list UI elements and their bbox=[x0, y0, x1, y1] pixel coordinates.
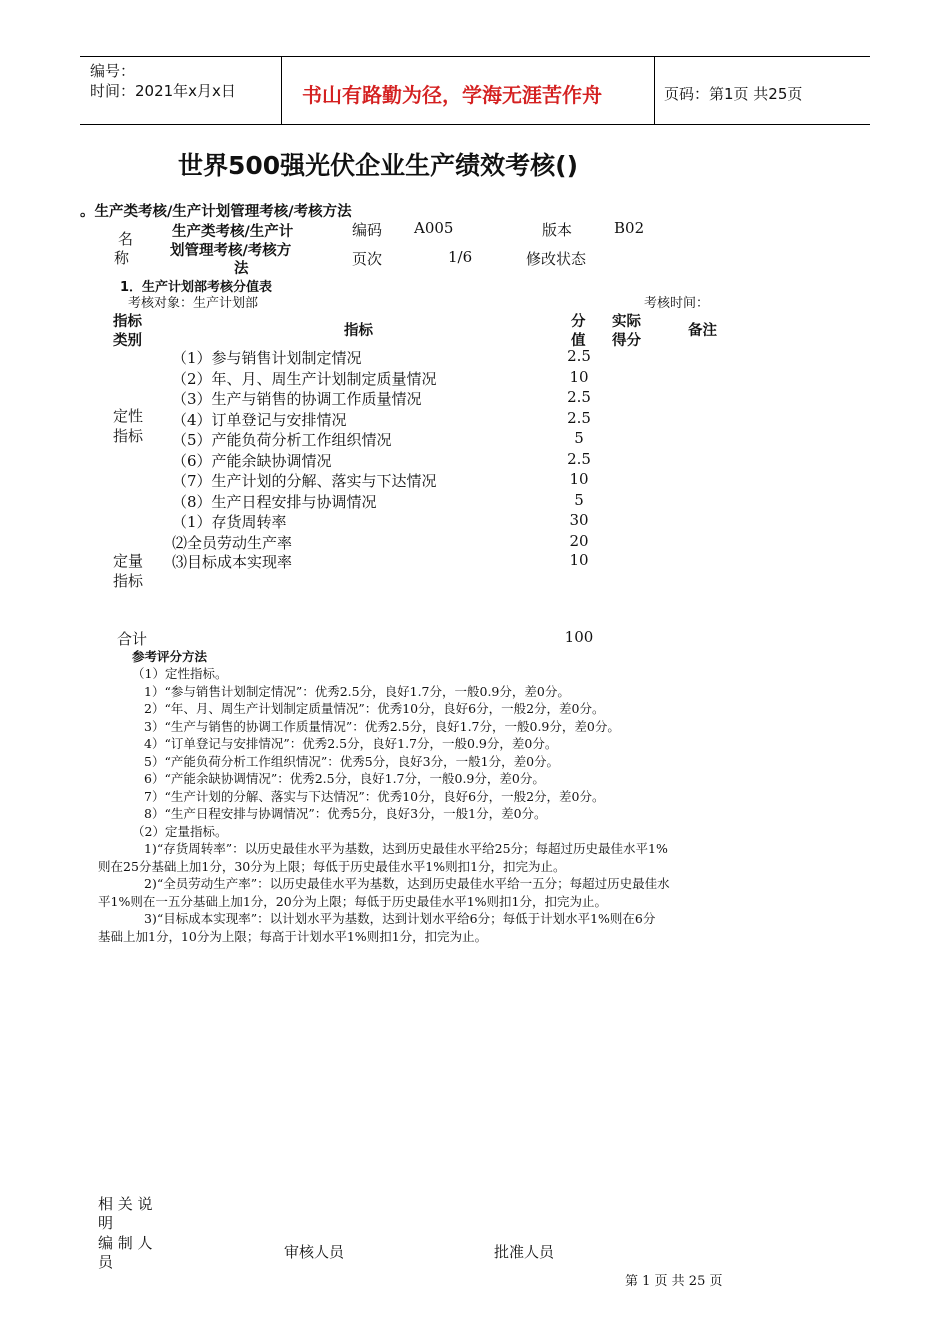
header-actual-line1: 实际 bbox=[612, 314, 641, 330]
total-label: 合计 bbox=[117, 630, 148, 648]
quant-item-1: 1)“存货周转率”：以历史最佳水平为基数，达到历史最佳水平给25分；每超过历史最佳水平1% bbox=[144, 841, 668, 856]
header-page-code: 页码：第1页 共25页 bbox=[664, 85, 803, 103]
code-value: A005 bbox=[414, 219, 454, 237]
name-value-line3: 法 bbox=[234, 261, 249, 277]
target-label: 考核对象：生产计划部 bbox=[128, 296, 259, 311]
table-row: （8）生产日程安排与协调情况 bbox=[172, 493, 377, 511]
time-check-label: 考核时间： bbox=[644, 296, 710, 311]
name-label-line2: 称 bbox=[114, 249, 130, 267]
table-row-value: 10 bbox=[569, 470, 589, 488]
table-row: ⑵全员劳动生产率 bbox=[172, 534, 293, 552]
header-time-label: 时间：2021年x月x日 bbox=[90, 82, 236, 100]
header-motto: 书山有路勤为径，学海无涯苦作舟 bbox=[302, 83, 602, 107]
qual-item: 1）“参与销售计划制定情况”：优秀2.5分，良好1.7分，一般0.9分，差0分。 bbox=[144, 684, 570, 699]
header-actual-line2: 得分 bbox=[612, 333, 641, 349]
qual-item: 4）“订单登记与安排情况”：优秀2.5分，良好1.7分，一般0.9分，差0分。 bbox=[144, 736, 558, 751]
table-row-value: 5 bbox=[574, 429, 584, 447]
quantitative-label-line1: 定量 bbox=[113, 552, 144, 570]
page-number: 第 1 页 共 25 页 bbox=[625, 1274, 723, 1289]
header-remark: 备注 bbox=[688, 323, 717, 339]
table-row: （2）年、月、周生产计划制定质量情况 bbox=[172, 370, 437, 388]
header-divider-left bbox=[281, 57, 282, 124]
table-row: ⑶目标成本实现率 bbox=[172, 553, 293, 571]
quant-title: （2）定量指标。 bbox=[132, 824, 228, 839]
quant-item-2-cont: 平1%则在一五分基础上加1分，20分为上限；每低于历史最佳水平1%则扣1分，扣完为止。 bbox=[98, 894, 607, 909]
table-row-value: 10 bbox=[569, 551, 589, 569]
header-indicator: 指标 bbox=[344, 323, 373, 339]
breadcrumb: 。生产类考核/生产计划管理考核/考核方法 bbox=[80, 204, 352, 220]
table-row: （1）参与销售计划制定情况 bbox=[172, 349, 362, 367]
qual-item: 5）“产能负荷分析工作组织情况”：优秀5分，良好3分，一般1分，差0分。 bbox=[144, 754, 560, 769]
page-title: 世界500强光伏企业生产绩效考核() bbox=[178, 151, 579, 180]
table-row: （1）存货周转率 bbox=[172, 513, 287, 531]
table-row-value: 2.5 bbox=[567, 388, 591, 406]
page-count-value: 1/6 bbox=[448, 248, 473, 266]
header-number-label: 编号： bbox=[90, 62, 136, 80]
table-row-value: 2.5 bbox=[567, 409, 591, 427]
table-row-value: 10 bbox=[569, 368, 589, 386]
related-notes-label-line2: 明 bbox=[98, 1214, 114, 1232]
quant-item-2: 2)“全员劳动生产率”：以历史最佳水平为基数，达到历史最佳水平给一五分；每超过历史最佳水 bbox=[144, 876, 670, 891]
section-title: 1．生产计划部考核分值表 bbox=[120, 280, 273, 295]
header-bottom-rule bbox=[80, 124, 870, 125]
qual-item: 3）“生产与销售的协调工作质量情况”：优秀2.5分，良好1.7分，一般0.9分，差0分。 bbox=[144, 719, 620, 734]
header-category-line1: 指标 bbox=[113, 314, 142, 330]
reviewer-label: 审核人员 bbox=[284, 1243, 345, 1261]
header-score-line1: 分 bbox=[571, 314, 586, 330]
qual-item: 2）“年、月、周生产计划制定质量情况”：优秀10分，良好6分，一般2分，差0分。 bbox=[144, 701, 605, 716]
name-label-line1: 名 bbox=[118, 230, 134, 248]
version-label: 版本 bbox=[542, 221, 573, 239]
page-count-label: 页次 bbox=[352, 250, 383, 268]
qual-item: 6）“产能余缺协调情况”：优秀2.5分，良好1.7分，一般0.9分，差0分。 bbox=[144, 771, 545, 786]
quant-item-1-cont: 则在25分基础上加1分，30分为上限；每低于历史最佳水平1%则扣1分，扣完为止。 bbox=[98, 859, 566, 874]
total-value: 100 bbox=[564, 628, 594, 646]
table-row-value: 30 bbox=[569, 511, 589, 529]
table-row: （4）订单登记与安排情况 bbox=[172, 411, 347, 429]
header-divider-right bbox=[654, 57, 655, 124]
name-value-line1: 生产类考核/生产计 bbox=[172, 224, 294, 240]
quant-item-3: 3)“目标成本实现率”：以计划水平为基数，达到计划水平给6分；每低于计划水平1%则在6分 bbox=[144, 911, 656, 926]
method-title: 参考评分方法 bbox=[132, 649, 208, 664]
qual-item: 8）“生产日程安排与协调情况”：优秀5分，良好3分，一般1分，差0分。 bbox=[144, 806, 547, 821]
code-label: 编码 bbox=[352, 221, 383, 239]
header-category-line2: 类别 bbox=[113, 333, 142, 349]
qualitative-label-line1: 定性 bbox=[113, 407, 144, 425]
table-row: （7）生产计划的分解、落实与下达情况 bbox=[172, 472, 437, 490]
editor-label-line1: 编 制 人 bbox=[98, 1234, 153, 1252]
related-notes-label-line1: 相 关 说 bbox=[98, 1195, 153, 1213]
qual-title: （1）定性指标。 bbox=[132, 666, 228, 681]
header-top-rule bbox=[80, 56, 870, 57]
table-row-value: 2.5 bbox=[567, 347, 591, 365]
quant-item-3-cont: 基础上加1分，10分为上限；每高于计划水平1%则扣1分，扣完为止。 bbox=[98, 929, 488, 944]
qualitative-label-line2: 指标 bbox=[113, 427, 144, 445]
header-score-line2: 值 bbox=[571, 333, 586, 349]
approver-label: 批准人员 bbox=[494, 1243, 555, 1261]
table-row-value: 20 bbox=[569, 532, 589, 550]
table-row-value: 5 bbox=[574, 491, 584, 509]
quantitative-label-line2: 指标 bbox=[113, 572, 144, 590]
revision-label: 修改状态 bbox=[526, 250, 587, 268]
table-row: （5）产能负荷分析工作组织情况 bbox=[172, 431, 392, 449]
qual-item: 7）“生产计划的分解、落实与下达情况”：优秀10分，良好6分，一般2分，差0分。 bbox=[144, 789, 605, 804]
name-value-line2: 划管理考核/考核方 bbox=[170, 243, 292, 259]
version-value: B02 bbox=[614, 219, 645, 237]
table-row: （3）生产与销售的协调工作质量情况 bbox=[172, 390, 422, 408]
table-row: （6）产能余缺协调情况 bbox=[172, 452, 332, 470]
table-row-value: 2.5 bbox=[567, 450, 591, 468]
editor-label-line2: 员 bbox=[98, 1253, 114, 1271]
